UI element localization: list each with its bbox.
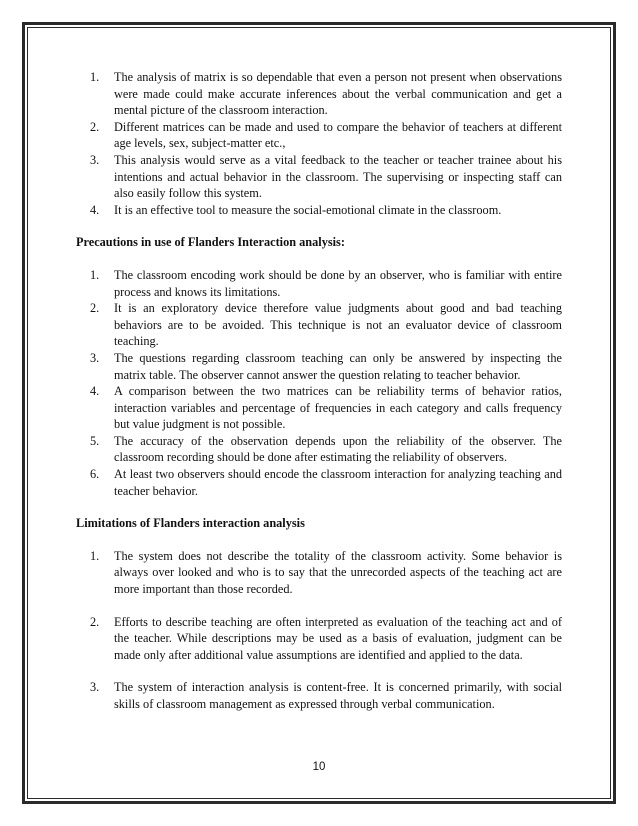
list-number: 2. xyxy=(90,301,100,316)
limitations-heading: Limitations of Flanders interaction analysis xyxy=(76,516,305,531)
list-item xyxy=(76,383,562,433)
list-item xyxy=(76,267,562,300)
list-text: At least two observers should encode the classroom interaction for analyzing teaching and teacher behavior. xyxy=(114,467,562,498)
list-number: 1. xyxy=(90,267,100,282)
list-text: Different matrices can be made and used to compare the behavior of teachers at different age levels, sex, subject-matter etc., xyxy=(114,119,562,151)
list-text: A comparison between the two matrices can be reliability terms of behavior ratios, interaction variables and percentage of frequencies in each category and calls frequency but value judgment is not possible. xyxy=(114,384,562,432)
list-item xyxy=(76,152,562,202)
list-item xyxy=(76,614,562,664)
list-text: It is an exploratory device therefore value judgments about good and bad teaching behaviors are to be avoided. This technique is not an evaluator device of classroom teaching. xyxy=(114,301,562,349)
list-text: Efforts to describe teaching are often interpreted as evaluation of the teaching act and of the teacher. While descriptions may be used as a basis of evaluation, judgment can be made only after additional value assumptions are identified and applied to the data. xyxy=(114,614,562,662)
list-number: 3. xyxy=(90,152,100,167)
list-item xyxy=(76,119,562,152)
page-number: 10 xyxy=(312,761,326,773)
precautions-list xyxy=(76,267,562,499)
list-number: 3. xyxy=(90,680,100,695)
intro-list xyxy=(76,69,562,218)
list-number: 4. xyxy=(90,202,100,217)
list-number: 1. xyxy=(90,70,100,84)
list-item xyxy=(76,433,562,466)
list-number: 1. xyxy=(90,548,100,563)
document-body xyxy=(76,69,562,713)
list-text: The accuracy of the observation depends upon the reliability of the observer. The classroom recording should be done after estimating the reliability of observers. xyxy=(114,433,562,465)
list-item xyxy=(76,350,562,383)
list-number: 3. xyxy=(90,350,100,365)
precautions-heading: Precautions in use of Flanders Interaction analysis: xyxy=(76,235,345,250)
list-text: The analysis of matrix is so dependable that even a person not present when observations were made could make accurate inferences about the verbal communication and get a mental picture of the classroom interaction. xyxy=(114,70,562,118)
list-item xyxy=(76,202,562,219)
list-number: 5. xyxy=(90,433,100,448)
list-item xyxy=(76,548,562,598)
list-item xyxy=(76,300,562,350)
list-number: 4. xyxy=(90,384,100,399)
list-number: 2. xyxy=(90,119,100,134)
list-text: This analysis would serve as a vital feedback to the teacher or teacher trainee about his intentions and actual behavior in the classroom. The supervising or inspecting staff can also easily follow this system. xyxy=(114,152,562,201)
list-item xyxy=(76,466,562,499)
list-text: The system does not describe the totality of the classroom activity. Some behavior is always over looked and who is to say that the unrecorded aspects of the teaching act are more important than those recorded. xyxy=(114,548,562,597)
list-number: 2. xyxy=(90,614,100,629)
list-text: The questions regarding classroom teaching can only be answered by inspecting the matrix table. The observer cannot answer the question relating to teacher behavior. xyxy=(114,350,562,382)
list-text: The classroom encoding work should be done by an observer, who is familiar with entire process and knows its limitations. xyxy=(114,267,562,299)
list-text: It is an effective tool to measure the social-emotional climate in the classroom. xyxy=(114,202,502,217)
list-text: The system of interaction analysis is content-free. It is concerned primarily, with social skills of classroom management as expressed through verbal communication. xyxy=(114,680,562,711)
list-number: 6. xyxy=(90,467,100,482)
limitations-list xyxy=(76,548,562,713)
list-item xyxy=(76,69,562,119)
list-item xyxy=(76,679,562,712)
